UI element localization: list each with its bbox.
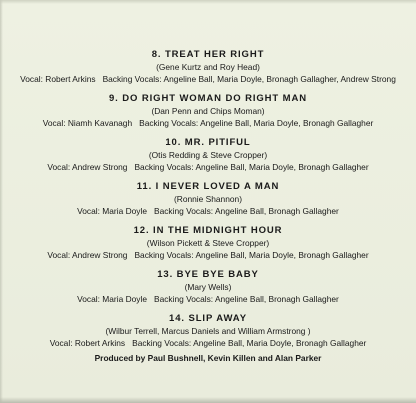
track-vocal: Vocal: Robert Arkins bbox=[20, 74, 96, 84]
track-entry bbox=[0, 268, 416, 305]
track-backing-vocals: Backing Vocals: Angeline Ball, Maria Doyle, Bronagh Gallagher bbox=[132, 338, 367, 348]
track-writers: (Wilbur Terrell, Marcus Daniels and William Armstrong ) bbox=[105, 326, 311, 336]
track-backing-vocals: Backing Vocals: Angeline Ball, Bronagh Gallagher bbox=[153, 206, 339, 216]
track-title: 14. SLIP AWAY bbox=[169, 313, 247, 324]
page-bottom-edge bbox=[0, 397, 416, 403]
track-credits bbox=[0, 161, 416, 173]
track-title: 12. IN THE MIDNIGHT HOUR bbox=[133, 225, 283, 236]
track-writers: (Dan Penn and Chips Moman) bbox=[151, 106, 265, 116]
track-entry bbox=[0, 312, 416, 349]
track-backing-vocals: Backing Vocals: Angeline Ball, Maria Doyle, Bronagh Gallagher bbox=[139, 118, 374, 128]
track-vocal: Vocal: Maria Doyle bbox=[77, 206, 147, 216]
track-credits bbox=[0, 293, 416, 305]
track-writers: (Wilson Pickett & Steve Cropper) bbox=[146, 238, 270, 248]
track-vocal: Vocal: Robert Arkins bbox=[49, 338, 126, 348]
track-credits bbox=[0, 249, 416, 261]
track-title: 11. I NEVER LOVED A MAN bbox=[136, 181, 280, 192]
track-writers: (Ronnie Shannon) bbox=[174, 194, 242, 204]
track-writers: (Mary Wells) bbox=[184, 282, 232, 292]
track-entry bbox=[0, 48, 416, 85]
track-backing-vocals: Backing Vocals: Angeline Ball, Bronagh Gallagher bbox=[153, 294, 339, 304]
page-top-edge bbox=[0, 0, 416, 4]
track-title: 13. BYE BYE BABY bbox=[157, 269, 259, 280]
track-credits bbox=[0, 205, 416, 217]
track-entry bbox=[0, 224, 416, 261]
track-entry bbox=[0, 92, 416, 129]
producer-credit: Produced by Paul Bushnell, Kevin Killen and Alan Parker bbox=[94, 353, 322, 363]
track-writers: (Gene Kurtz and Roy Head) bbox=[156, 62, 260, 72]
track-backing-vocals: Backing Vocals: Angeline Ball, Maria Doyle, Bronagh Gallagher bbox=[134, 162, 369, 172]
track-title: 10. MR. PITIFUL bbox=[165, 137, 251, 148]
track-writers: (Otis Redding & Steve Cropper) bbox=[148, 150, 268, 160]
track-credits bbox=[0, 337, 416, 349]
track-vocal: Vocal: Maria Doyle bbox=[77, 294, 147, 304]
track-title: 9. DO RIGHT WOMAN DO RIGHT MAN bbox=[109, 93, 307, 104]
track-vocal: Vocal: Andrew Strong bbox=[47, 250, 128, 260]
track-entry bbox=[0, 180, 416, 217]
track-credits bbox=[0, 73, 416, 85]
track-vocal: Vocal: Andrew Strong bbox=[47, 162, 128, 172]
track-backing-vocals: Backing Vocals: Angeline Ball, Maria Doyle, Bronagh Gallagher bbox=[134, 250, 369, 260]
track-vocal: Vocal: Niamh Kavanagh bbox=[42, 118, 133, 128]
track-list bbox=[0, 48, 416, 356]
track-title: 8. TREAT HER RIGHT bbox=[151, 49, 265, 60]
track-backing-vocals: Backing Vocals: Angeline Ball, Maria Doyle, Bronagh Gallagher, Andrew Strong bbox=[102, 74, 396, 84]
track-entry bbox=[0, 136, 416, 173]
track-credits bbox=[0, 117, 416, 129]
